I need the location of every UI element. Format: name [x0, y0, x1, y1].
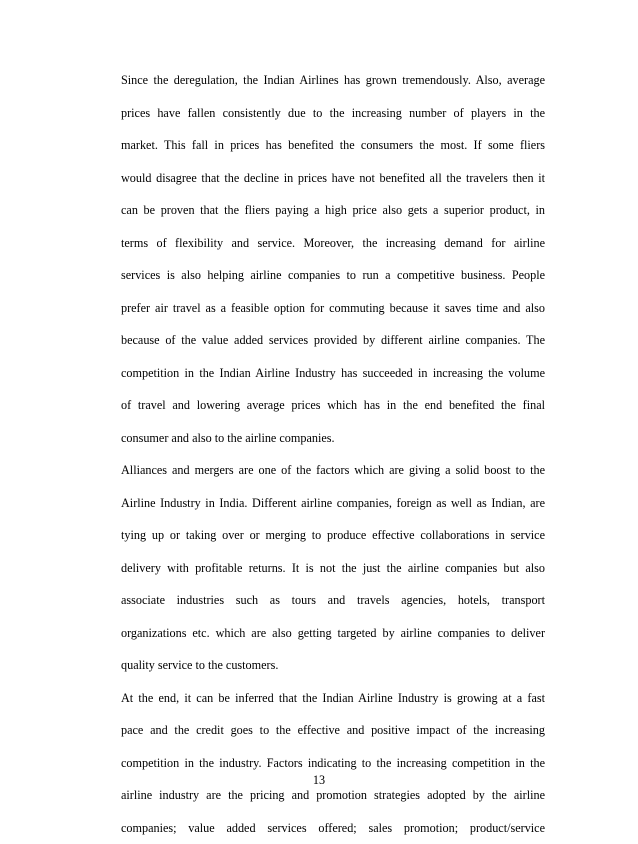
text-line: competition in the Indian Airline Industry has succeeded in increasing the volume — [121, 357, 545, 390]
text-line: terms of flexibility and service. Moreover, the increasing demand for airline — [121, 227, 545, 260]
text-line: competition in the industry. Factors indicating to the increasing competition in the — [121, 747, 545, 780]
text-line: can be proven that the fliers paying a high price also gets a superior product, in — [121, 194, 545, 227]
text-line: would disagree that the decline in prices have not benefited all the travelers then it — [121, 162, 545, 195]
text-line: tying up or taking over or merging to produce effective collaborations in service — [121, 519, 545, 552]
body-text — [121, 64, 545, 844]
paragraph-alliances — [121, 454, 545, 682]
text-line: delivery with profitable returns. It is not the just the airline companies but also — [121, 552, 545, 585]
paragraph-deregulation — [121, 64, 545, 454]
text-line: services is also helping airline companies to run a competitive business. People — [121, 259, 545, 292]
text-line: because of the value added services provided by different airline companies. The — [121, 324, 545, 357]
text-line: quality service to the customers. — [121, 649, 545, 682]
text-line: Airline Industry in India. Different airline companies, foreign as well as Indian, are — [121, 487, 545, 520]
text-line: market. This fall in prices has benefited the consumers the most. If some fliers — [121, 129, 545, 162]
text-line: organizations etc. which are also getting targeted by airline companies to deliver — [121, 617, 545, 650]
text-line: of travel and lowering average prices which has in the end benefited the final — [121, 389, 545, 422]
text-line: Alliances and mergers are one of the factors which are giving a solid boost to the — [121, 454, 545, 487]
text-line: airline industry are the pricing and promotion strategies adopted by the airline — [121, 779, 545, 812]
text-line: Since the deregulation, the Indian Airlines has grown tremendously. Also, average — [121, 64, 545, 97]
text-line: consumer and also to the airline companies. — [121, 422, 545, 455]
text-line: pace and the credit goes to the effective and positive impact of the increasing — [121, 714, 545, 747]
paragraph-conclusion — [121, 682, 545, 844]
text-line: prefer air travel as a feasible option for commuting because it saves time and also — [121, 292, 545, 325]
page-number: 13 — [0, 772, 638, 788]
text-line: companies; value added services offered; sales promotion; product/service — [121, 812, 545, 844]
text-line: associate industries such as tours and travels agencies, hotels, transport — [121, 584, 545, 617]
text-line: At the end, it can be inferred that the Indian Airline Industry is growing at a fast — [121, 682, 545, 715]
text-line: prices have fallen consistently due to the increasing number of players in the — [121, 97, 545, 130]
